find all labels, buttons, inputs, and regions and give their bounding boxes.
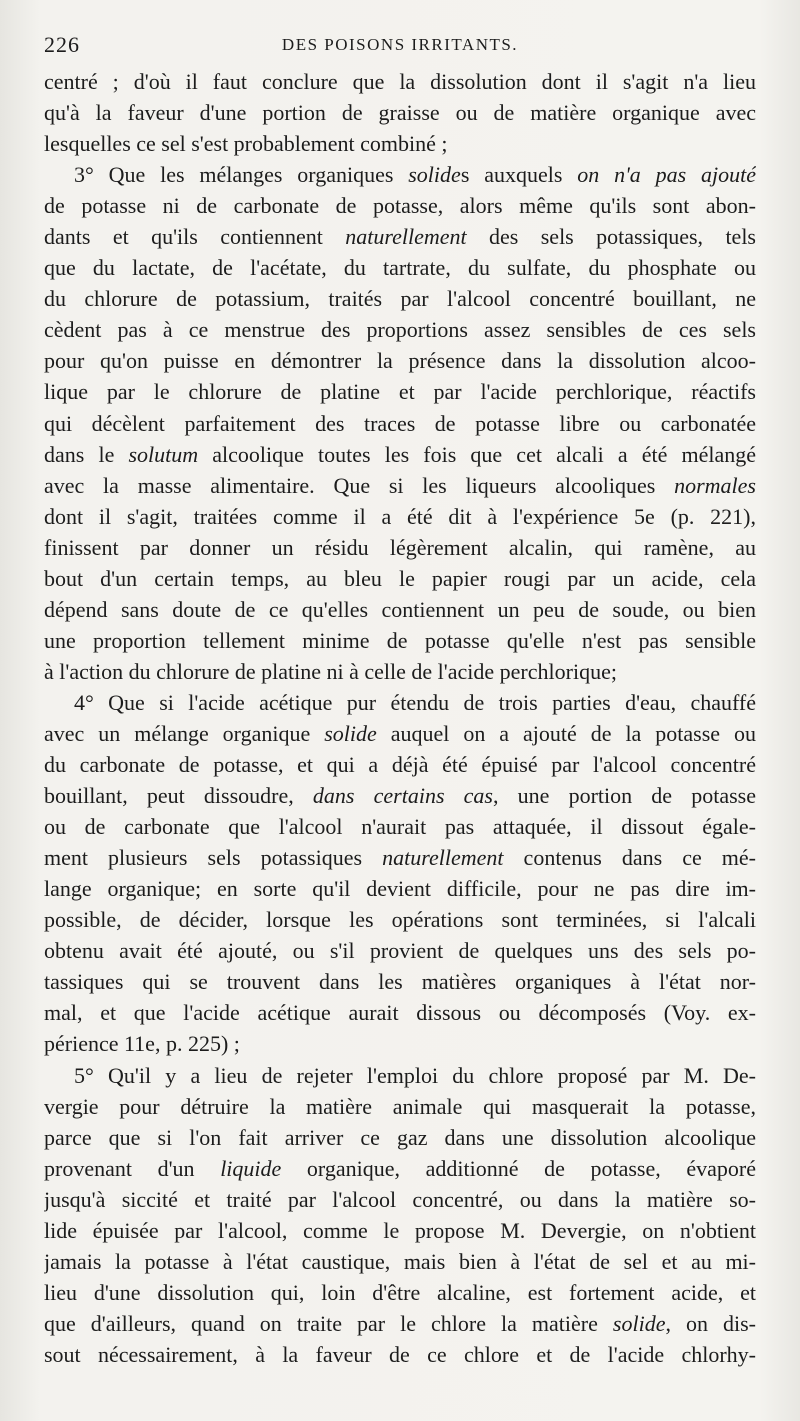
text-line: de potasse ni de carbonate de potasse, alors même qu'ils sont abon- [44, 193, 756, 219]
text-line: tassiques qui se trouvent dans les matières organiques à l'état nor- [44, 969, 756, 995]
text-line: cèdent pas à ce menstrue des proportions assez sensibles de ces sels [44, 317, 756, 343]
text-line: lange organique; en sorte qu'il devient difficile, pour ne pas dire im- [44, 876, 756, 902]
text-line: que d'ailleurs, quand on traite par le chlore la matière solide, on dis- [44, 1310, 756, 1336]
body-text [44, 66, 756, 1370]
text-line: ment plusieurs sels potassiques naturellement contenus dans ce mé- [44, 845, 756, 871]
text-line: finissent par donner un résidu légèrement alcalin, qui ramène, au [44, 534, 756, 560]
text-line: lide épuisée par l'alcool, comme le propose M. Devergie, on n'obtient [44, 1217, 756, 1243]
text-line: 4° Que si l'acide acétique pur étendu de trois parties d'eau, chauffé [74, 689, 756, 715]
text-line: dants et qu'ils contiennent naturellement des sels potassiques, tels [44, 224, 756, 250]
text-line: avec la masse alimentaire. Que si les liqueurs alcooliques normales [44, 472, 756, 498]
text-line: une proportion tellement minime de potasse qu'elle n'est pas sensible [44, 627, 756, 653]
text-line: centré ; d'où il faut conclure que la dissolution dont il s'agit n'a lieu [44, 69, 756, 94]
running-head: DES POISONS IRRITANTS. [281, 35, 519, 54]
text-line: 3° Que les mélanges organiques solides auxquels on n'a pas ajouté [74, 162, 756, 188]
text-line: du carbonate de potasse, et qui a déjà été épuisé par l'alcool concentré [44, 752, 756, 778]
text-line: provenant d'un liquide organique, additionné de potasse, évaporé [44, 1155, 756, 1181]
text-line: à l'action du chlorure de platine ni à celle de l'acide perchlorique; [44, 658, 617, 684]
text-line: vergie pour détruire la matière animale qui masquerait la potasse, [44, 1093, 756, 1119]
page-number: 226 [44, 32, 80, 57]
text-line: pour qu'on puisse en démontrer la présence dans la dissolution alcoo- [44, 348, 756, 374]
text-line: jamais la potasse à l'état caustique, mais bien à l'état de sel et au mi- [44, 1248, 756, 1274]
text-line: dans le solutum alcoolique toutes les fois que cet alcali a été mélangé [44, 441, 756, 467]
text-line: sout nécessairement, à la faveur de ce chlore et de l'acide chlorhy- [44, 1341, 756, 1367]
text-line: du chlorure de potassium, traités par l'alcool concentré bouillant, ne [44, 286, 756, 312]
text-line: bout d'un certain temps, au bleu le papier rougi par un acide, cela [44, 565, 756, 591]
text-line: avec un mélange organique solide auquel on a ajouté de la potasse ou [44, 720, 756, 746]
text-line: lique par le chlorure de platine et par l'acide perchlorique, réactifs [44, 379, 756, 405]
text-line: périence 11e, p. 225) ; [44, 1031, 240, 1057]
text-line: jusqu'à siccité et traité par l'alcool concentré, ou dans la matière so- [44, 1186, 756, 1212]
page-header [44, 32, 756, 62]
text-line: mal, et que l'acide acétique aurait dissous ou décomposés (Voy. ex- [44, 1000, 756, 1026]
text-line: dépend sans doute de ce qu'elles contiennent un peu de soude, ou bien [44, 596, 756, 622]
text-line: dont il s'agit, traitées comme il a été dit à l'expérience 5e (p. 221), [44, 503, 756, 529]
text-line: obtenu avait été ajouté, ou s'il provient de quelques uns des sels po- [44, 938, 756, 964]
text-line: ou de carbonate que l'alcool n'aurait pas attaquée, il dissout égale- [44, 814, 756, 840]
text-line: 5° Qu'il y a lieu de rejeter l'emploi du chlore proposé par M. De- [74, 1062, 756, 1088]
text-line: qu'à la faveur d'une portion de graisse ou de matière organique avec [44, 100, 756, 126]
text-line: lieu d'une dissolution qui, loin d'être alcaline, est fortement acide, et [44, 1279, 756, 1305]
text-line: possible, de décider, lorsque les opérations sont terminées, si l'alcali [44, 907, 756, 933]
text-line: que du lactate, de l'acétate, du tartrate, du sulfate, du phosphate ou [44, 255, 756, 281]
text-line: qui décèlent parfaitement des traces de potasse libre ou carbonatée [44, 410, 756, 436]
text-line: parce que si l'on fait arriver ce gaz dans une dissolution alcoolique [44, 1124, 756, 1150]
text-line: lesquelles ce sel s'est probablement combiné ; [44, 131, 448, 157]
text-line: bouillant, peut dissoudre, dans certains cas, une portion de potasse [44, 783, 756, 809]
